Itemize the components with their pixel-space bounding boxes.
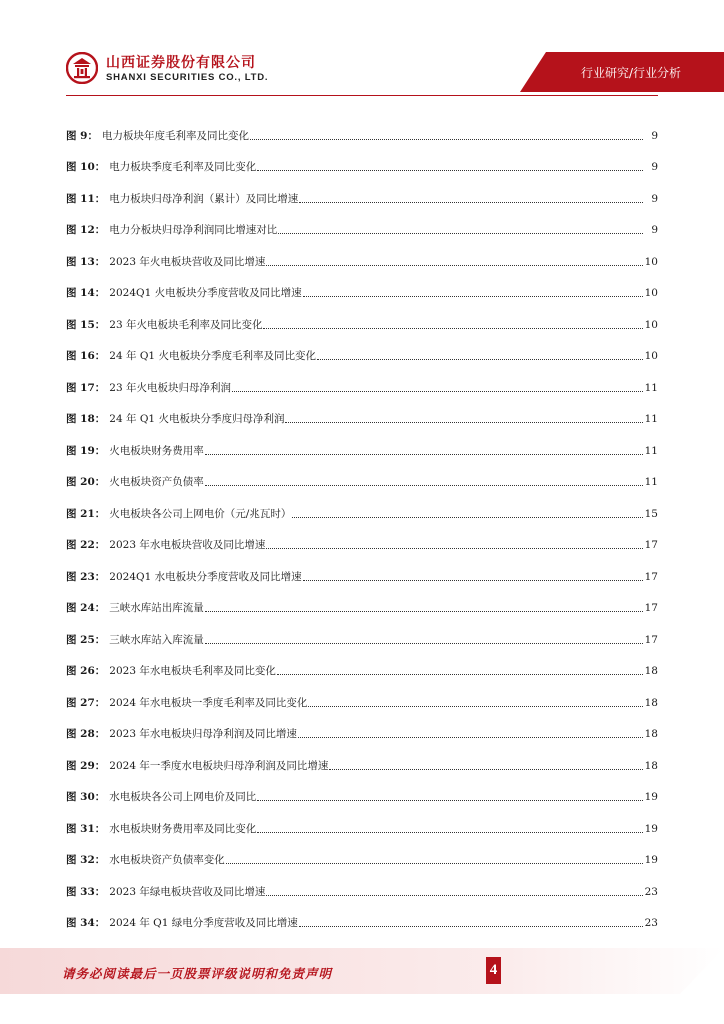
toc-dot-leader	[205, 453, 643, 455]
company-name-en: SHANXI SECURITIES CO., LTD.	[106, 72, 269, 83]
toc-figure-label: 图 28：	[66, 728, 106, 740]
toc-figure-label: 图 30：	[66, 791, 106, 803]
toc-figure-label: 图 27：	[66, 696, 106, 709]
toc-figure-label: 图 31：	[66, 822, 106, 835]
toc-dot-leader	[266, 547, 643, 549]
toc-figure-title: 水电板块财务费用率及同比变化	[109, 822, 257, 835]
toc-figure-label: 图 18：	[66, 413, 106, 425]
toc-dot-leader	[278, 232, 643, 234]
toc-page-number: 19	[644, 822, 658, 835]
toc-figure-title: 24 年 Q1 火电板块分季度归母净利润	[109, 413, 285, 425]
toc-figure-title: 2024Q1 火电板块分季度营收及同比增速	[109, 287, 302, 299]
toc-page-number: 18	[644, 759, 658, 772]
toc-dot-leader	[205, 642, 643, 644]
toc-figure-title: 2024Q1 水电板块分季度营收及同比增速	[109, 570, 302, 583]
toc-entry[interactable]	[66, 836, 658, 868]
toc-figure-title: 电力板块季度毛利率及同比变化	[109, 161, 257, 173]
footer-disclaimer: 请务必阅读最后一页股票评级说明和免责声明	[62, 966, 333, 981]
toc-dot-leader	[250, 138, 643, 140]
toc-figure-label: 图 24：	[66, 602, 106, 614]
toc-dot-leader	[308, 705, 643, 707]
toc-dot-leader	[226, 862, 643, 864]
toc-figure-label: 图 34：	[66, 917, 106, 929]
toc-dot-leader	[266, 264, 643, 266]
toc-figure-label: 图 12：	[66, 224, 106, 236]
toc-figure-label: 图 23：	[66, 570, 106, 583]
toc-figure-label: 图 10：	[66, 161, 106, 173]
toc-page-number: 10	[644, 318, 658, 331]
toc-dot-leader	[299, 201, 643, 203]
toc-entry[interactable]	[66, 458, 658, 490]
toc-dot-leader	[292, 516, 643, 518]
toc-dot-leader	[303, 579, 643, 581]
toc-dot-leader	[298, 736, 643, 738]
toc-figure-title: 2023 年火电板块营收及同比增速	[109, 255, 266, 268]
toc-entry[interactable]	[66, 584, 658, 616]
toc-dot-leader	[232, 390, 643, 392]
toc-dot-leader	[317, 358, 643, 360]
toc-dot-leader	[257, 831, 643, 833]
toc-figure-title: 电力板块归母净利润（累计）及同比增速	[109, 192, 299, 205]
toc-dot-leader	[257, 799, 643, 801]
toc-entry[interactable]	[66, 552, 658, 584]
toc-dot-leader	[205, 610, 643, 612]
toc-figure-label: 图 25：	[66, 633, 106, 646]
toc-figure-title: 2023 年水电板块归母净利润及同比增速	[109, 728, 297, 740]
toc-page-number: 11	[644, 381, 658, 394]
toc-entry[interactable]	[66, 395, 658, 427]
page-header	[0, 0, 724, 100]
shanxi-securities-logo-icon	[66, 52, 98, 84]
toc-figure-label: 图 32：	[66, 854, 106, 866]
toc-page-number: 17	[644, 633, 658, 646]
toc-page-number: 15	[644, 507, 658, 520]
toc-dot-leader	[266, 894, 643, 896]
toc-figure-label: 图 29：	[66, 759, 106, 772]
toc-figure-title: 火电板块财务费用率	[109, 444, 204, 457]
toc-page-number: 18	[644, 696, 658, 709]
toc-entry[interactable]	[66, 111, 658, 143]
toc-figure-label: 图 26：	[66, 665, 106, 677]
figure-list	[66, 111, 658, 930]
toc-figure-title: 2023 年绿电板块营收及同比增速	[109, 885, 266, 898]
toc-page-number: 17	[644, 570, 658, 583]
toc-figure-title: 水电板块各公司上网电价及同比	[109, 791, 257, 803]
toc-entry[interactable]	[66, 332, 658, 364]
toc-page-number: 9	[651, 129, 658, 142]
toc-figure-label: 图 9：	[66, 129, 98, 142]
toc-entry[interactable]	[66, 678, 658, 710]
toc-figure-title: 火电板块各公司上网电价（元/兆瓦时）	[109, 507, 292, 520]
toc-figure-title: 水电板块资产负债率变化	[109, 854, 225, 866]
toc-page-number: 19	[644, 791, 658, 803]
toc-entry[interactable]	[66, 143, 658, 175]
toc-page-number: 11	[644, 413, 658, 425]
toc-figure-title: 24 年 Q1 火电板块分季度毛利率及同比变化	[109, 350, 316, 362]
toc-page-number: 10	[644, 350, 658, 362]
toc-entry[interactable]	[66, 867, 658, 899]
toc-figure-title: 2023 年水电板块营收及同比增速	[109, 539, 266, 551]
toc-figure-label: 图 22：	[66, 539, 106, 551]
toc-figure-label: 图 15：	[66, 318, 106, 331]
toc-entry[interactable]	[66, 300, 658, 332]
toc-figure-title: 三峡水库站出库流量	[109, 602, 204, 614]
toc-dot-leader	[303, 295, 643, 297]
toc-figure-label: 图 20：	[66, 476, 106, 488]
toc-dot-leader	[299, 925, 643, 927]
toc-entry[interactable]	[66, 237, 658, 269]
toc-entry[interactable]	[66, 174, 658, 206]
toc-figure-label: 图 21：	[66, 507, 106, 520]
toc-figure-title: 2023 年水电板块毛利率及同比变化	[109, 665, 276, 677]
toc-dot-leader	[205, 484, 643, 486]
toc-page-number: 11	[644, 444, 658, 457]
toc-page-number: 19	[644, 854, 658, 866]
toc-figure-label: 图 13：	[66, 255, 106, 268]
toc-page-number: 17	[644, 539, 658, 551]
toc-figure-title: 23 年火电板块归母净利润	[109, 381, 231, 394]
toc-figure-title: 2024 年 Q1 绿电分季度营收及同比增速	[109, 917, 298, 929]
toc-figure-title: 2024 年一季度水电板块归母净利润及同比增速	[109, 759, 329, 772]
report-type-label: 行业研究/行业分析	[580, 66, 682, 80]
page-number: 4	[486, 957, 501, 984]
toc-figure-label: 图 19：	[66, 444, 106, 457]
toc-figure-title: 2024 年水电板块一季度毛利率及同比变化	[109, 696, 308, 709]
toc-page-number: 10	[644, 255, 658, 268]
toc-entry[interactable]	[66, 710, 658, 742]
toc-dot-leader	[285, 421, 643, 423]
toc-entry[interactable]	[66, 206, 658, 238]
toc-figure-title: 电力分板块归母净利润同比增速对比	[109, 224, 278, 236]
toc-figure-title: 火电板块资产负债率	[109, 476, 204, 488]
toc-dot-leader	[277, 673, 643, 675]
toc-figure-title: 23 年火电板块毛利率及同比变化	[109, 318, 263, 331]
toc-entry[interactable]	[66, 647, 658, 679]
toc-page-number: 11	[644, 476, 658, 488]
toc-figure-label: 图 33：	[66, 885, 106, 898]
toc-entry[interactable]	[66, 615, 658, 647]
toc-page-number: 10	[644, 287, 658, 299]
toc-page-number: 18	[644, 728, 658, 740]
toc-figure-label: 图 11：	[66, 192, 106, 205]
toc-entry[interactable]	[66, 489, 658, 521]
toc-entry[interactable]	[66, 741, 658, 773]
toc-entry[interactable]	[66, 804, 658, 836]
toc-page-number: 18	[644, 665, 658, 677]
toc-page-number: 9	[651, 161, 658, 173]
toc-page-number: 23	[644, 917, 658, 929]
toc-page-number: 23	[644, 885, 658, 898]
toc-entry[interactable]	[66, 773, 658, 805]
toc-figure-title: 三峡水库站入库流量	[109, 633, 204, 646]
toc-entry[interactable]	[66, 363, 658, 395]
toc-page-number: 9	[651, 224, 658, 236]
toc-entry[interactable]	[66, 899, 658, 931]
toc-figure-label: 图 17：	[66, 381, 106, 394]
toc-figure-label: 图 14：	[66, 287, 106, 299]
toc-figure-title: 电力板块年度毛利率及同比变化	[101, 129, 249, 142]
company-name-cn: 山西证券股份有限公司	[106, 55, 256, 71]
toc-dot-leader	[257, 169, 643, 171]
toc-page-number: 9	[651, 192, 658, 205]
toc-dot-leader	[329, 768, 643, 770]
toc-figure-label: 图 16：	[66, 350, 106, 362]
toc-entry[interactable]	[66, 269, 658, 301]
toc-page-number: 17	[644, 602, 658, 614]
toc-dot-leader	[263, 327, 643, 329]
header-divider	[66, 95, 658, 96]
toc-entry[interactable]	[66, 521, 658, 553]
toc-entry[interactable]	[66, 426, 658, 458]
